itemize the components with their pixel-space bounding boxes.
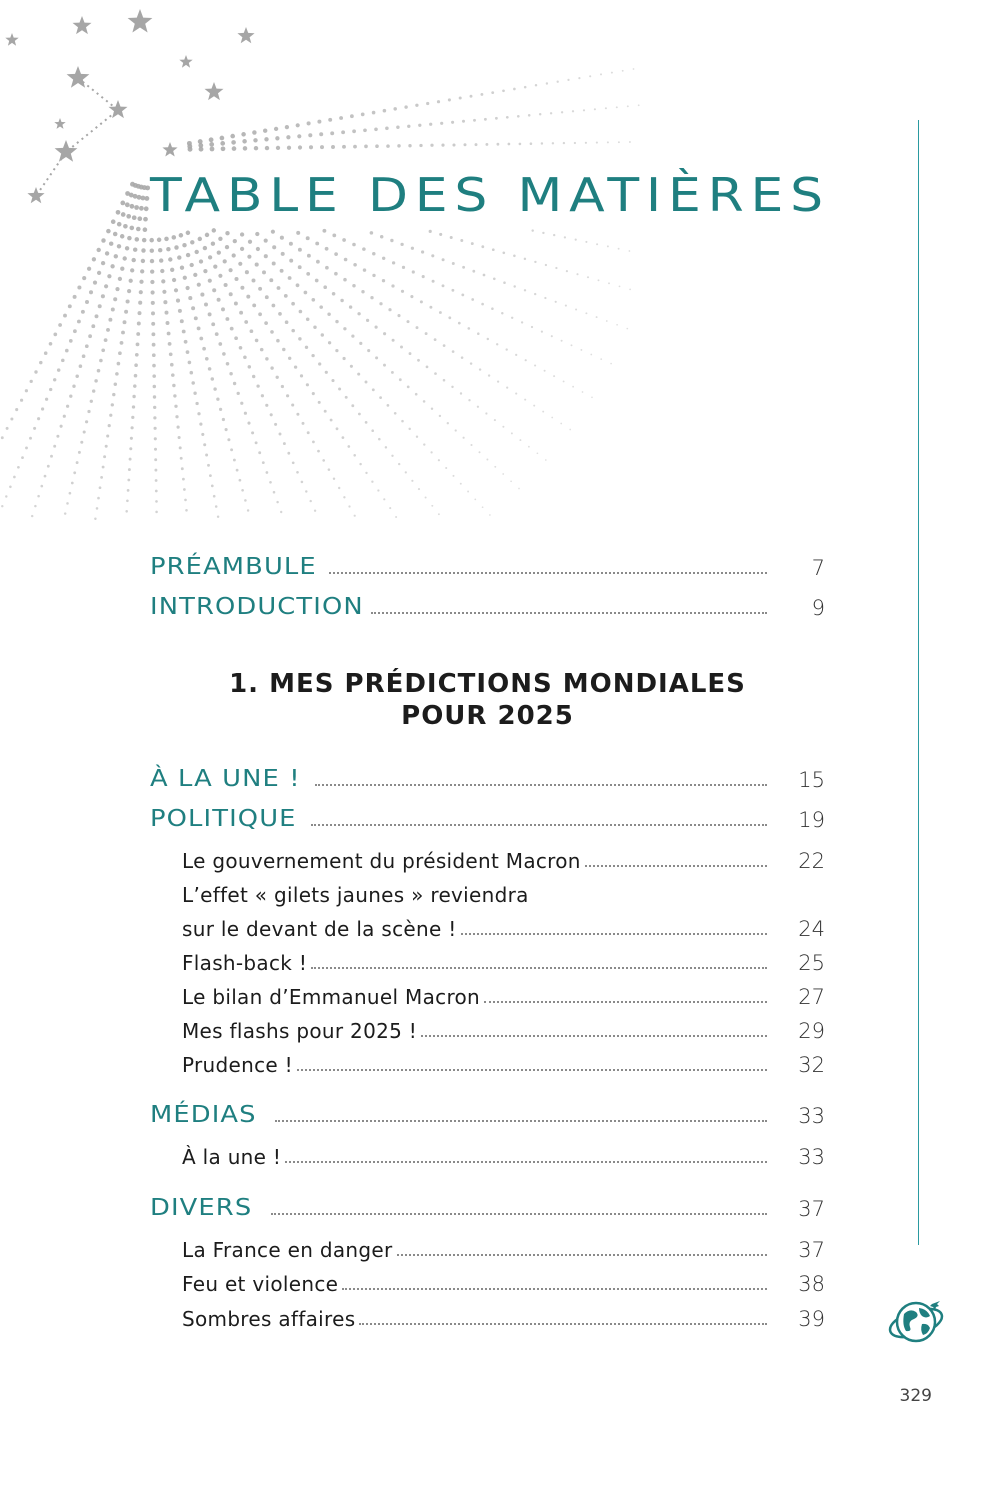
toc-item[interactable] xyxy=(182,911,825,941)
toc-item-label: Le bilan d’Emmanuel Macron xyxy=(182,985,481,1009)
toc-section-a-la-une[interactable] xyxy=(150,762,825,792)
chapter-heading-line1: 1. MES PRÉDICTIONS MONDIALES xyxy=(229,669,746,699)
toc-item-label: sur le devant de la scène ! xyxy=(182,917,457,941)
toc-item[interactable] xyxy=(182,843,825,873)
toc-section-divers[interactable] xyxy=(150,1191,825,1221)
chapter-heading-line2: POUR 2025 xyxy=(401,701,574,731)
toc-item-page: 24 xyxy=(798,917,825,941)
toc-item-page: 27 xyxy=(798,985,825,1009)
toc-entry-label: INTRODUCTION xyxy=(150,594,364,620)
toc-entry-introduction[interactable] xyxy=(150,590,825,620)
toc-item-page: 39 xyxy=(798,1307,825,1331)
toc-entry-page: 33 xyxy=(798,1104,825,1128)
toc-item[interactable] xyxy=(182,877,825,907)
toc-item-page: 32 xyxy=(798,1053,825,1077)
toc-entry-page: 9 xyxy=(811,596,825,620)
leader-dots xyxy=(285,1161,767,1163)
toc-item[interactable] xyxy=(182,1301,825,1331)
chapter-heading xyxy=(150,668,825,732)
toc-item-page: 37 xyxy=(798,1238,825,1262)
toc-item[interactable] xyxy=(182,1139,825,1169)
toc-item-label: Mes flashs pour 2025 ! xyxy=(182,1019,418,1043)
toc-item-page: 33 xyxy=(798,1145,825,1169)
toc-entry-page: 19 xyxy=(798,808,825,832)
page-title: TABLE DES MATIÈRES xyxy=(150,168,830,222)
toc-entry-preambule[interactable] xyxy=(150,550,825,580)
leader-dots xyxy=(359,1323,767,1325)
toc-item[interactable] xyxy=(182,979,825,1009)
toc-entry-label: DIVERS xyxy=(150,1195,253,1221)
toc-entry-label: MÉDIAS xyxy=(150,1102,257,1128)
toc-entry-label: PRÉAMBULE xyxy=(150,554,317,580)
leader-dots xyxy=(311,824,767,826)
toc-item-page: 38 xyxy=(798,1272,825,1296)
toc-item-label: Le gouvernement du président Macron xyxy=(182,849,581,873)
toc-item-label: Feu et violence xyxy=(182,1272,339,1296)
toc-item-label: Flash-back ! xyxy=(182,951,308,975)
toc-entry-page: 15 xyxy=(798,768,825,792)
toc-item-page: 22 xyxy=(798,849,825,873)
leader-dots xyxy=(585,865,767,867)
toc-item[interactable] xyxy=(182,1232,825,1262)
leader-dots xyxy=(461,933,767,935)
page-number: 329 xyxy=(899,1386,932,1406)
leader-dots xyxy=(484,1001,767,1003)
toc-item-label: L’effet « gilets jaunes » reviendra xyxy=(182,883,529,907)
toc-entry-page: 7 xyxy=(811,556,825,580)
toc-item[interactable] xyxy=(182,945,825,975)
toc-section-politique[interactable] xyxy=(150,802,825,832)
leader-dots xyxy=(311,967,767,969)
toc-item-label: La France en danger xyxy=(182,1238,393,1262)
toc-item-page: 29 xyxy=(798,1019,825,1043)
toc-entry-label: À LA UNE ! xyxy=(150,766,301,792)
toc-item[interactable] xyxy=(182,1047,825,1077)
leader-dots xyxy=(271,1213,767,1215)
toc-item[interactable] xyxy=(182,1013,825,1043)
toc-entry-page: 37 xyxy=(798,1197,825,1221)
leader-dots xyxy=(342,1288,767,1290)
leader-dots xyxy=(297,1069,767,1071)
toc-section-medias[interactable] xyxy=(150,1098,825,1128)
toc-item-label: Sombres affaires xyxy=(182,1307,356,1331)
globe-plane-icon xyxy=(886,1294,948,1350)
leader-dots xyxy=(397,1254,767,1256)
leader-dots xyxy=(371,612,767,614)
leader-dots xyxy=(421,1035,767,1037)
leader-dots xyxy=(315,784,767,786)
leader-dots xyxy=(275,1120,767,1122)
toc-item-label: Prudence ! xyxy=(182,1053,293,1077)
toc-item[interactable] xyxy=(182,1266,825,1296)
toc-item-page: 25 xyxy=(798,951,825,975)
leader-dots xyxy=(329,572,767,574)
toc-entry-label: POLITIQUE xyxy=(150,806,297,832)
toc-item-label: À la une ! xyxy=(182,1145,282,1169)
